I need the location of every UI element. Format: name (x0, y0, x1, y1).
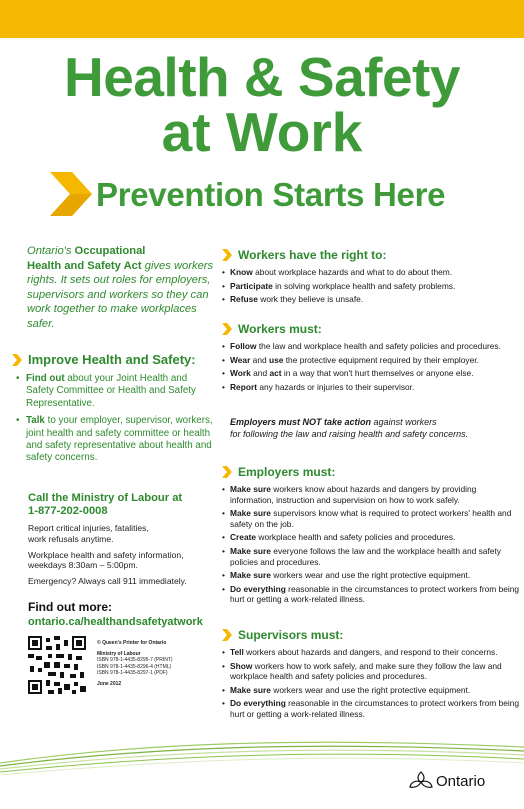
list-item: • Show workers how to work safely, and make sure they follow the law and workplace health and safety policies and procedures. (222, 661, 522, 682)
page-subtitle: Prevention Starts Here (96, 176, 446, 213)
list-item: • Do everything reasonable in the circumstances to protect workers from being hurt or getting a work-related illness. (222, 584, 522, 605)
chevron-icon (222, 466, 232, 478)
ministry-text-3: Emergency? Always call 911 immediately. (28, 576, 187, 587)
ministry-text-1: Report critical injuries, fatalities, work refusals anytime. (28, 523, 149, 544)
list-item: • Refuse work they believe is unsafe. (222, 294, 522, 305)
find-out-more (28, 600, 203, 628)
list-item: • Make sure everyone follows the law and the workplace health and safety policies and procedures. (222, 546, 522, 567)
list-item: • Make sure workers know about hazards and dangers by providing information, instruction and supervision on how to work safely. (222, 484, 522, 505)
list-item: • Work and act in a way that won't hurt themselves or anyone else. (222, 368, 522, 379)
list-item: • Make sure workers wear and use the right protective equipment. (222, 685, 522, 696)
intro-text: Ontario's Occupational Health and Safety Act gives workers rights. It sets out roles for employers, supervisors and workers so they can work together to make workplaces safer. (27, 245, 214, 330)
employer-warning: Employers must NOT take action against workers for following the law and raising health and safety concerns. (230, 417, 469, 439)
supervisors-must-heading: Supervisors must: (222, 628, 522, 642)
list-item: • Know about workplace hazards and what to do about them. (222, 267, 522, 278)
chevron-icon (222, 629, 232, 641)
ontario-logo[interactable] (408, 770, 485, 792)
list-item: • Do everything reasonable in the circumstances to protect workers from being hurt or getting a work-related illness. (222, 698, 522, 719)
ministry-contact (28, 492, 218, 587)
footer-swoosh (0, 735, 524, 775)
workers-rights-section (222, 248, 522, 308)
workers-must-section (222, 322, 522, 395)
employers-must-section (222, 465, 522, 608)
find-out-heading: Find out more: (28, 600, 112, 614)
website-link[interactable]: ontario.ca/healthandsafetyatwork (28, 616, 203, 628)
list-item: • Participate in solving workplace health and safety problems. (222, 281, 522, 292)
page-title-line1: Health & Safety (64, 46, 460, 108)
employers-must-heading: Employers must: (222, 465, 522, 479)
ministry-heading: Call the Ministry of Labour at 1-877-202-0008 (28, 492, 183, 517)
list-item: • Follow the law and workplace health and safety policies and procedures. (222, 341, 522, 352)
workers-must-heading: Workers must: (222, 322, 522, 336)
list-item: • Wear and use the protective equipment required by their employer. (222, 355, 522, 366)
improve-list (14, 373, 214, 470)
qr-code[interactable] (28, 636, 86, 694)
list-item: • Make sure supervisors know what is required to protect workers' health and safety on the job. (222, 508, 522, 529)
supervisors-must-section (222, 628, 522, 723)
list-item: • Make sure workers wear and use the right protective equipment. (222, 570, 522, 581)
logo-text: Ontario (436, 772, 486, 790)
chevron-icon (50, 170, 100, 218)
improve-heading: Improve Health and Safety: (12, 352, 196, 367)
imprint: © Queen's Printer for Ontario Ministry of Labour ISBN 978-1-4435-8295-7 (PRINT) ISBN 978-1-4435-8296-4 (HTML) ISBN 978-1-4435-8297-1 (PDF) June 2012 (97, 640, 173, 687)
chevron-icon (12, 354, 22, 366)
list-item: • Talk to your employer, supervisor, workers, joint health and safety committee or health and safety representative about health and safety concerns. (14, 415, 214, 465)
list-item: • Find out about your Joint Health and Safety Committee or Health and Safety Representative. (14, 373, 214, 410)
trillium-logo-icon (408, 770, 434, 792)
list-item: • Report any hazards or injuries to their supervisor. (222, 382, 522, 393)
ministry-text-2: Workplace health and safety information, weekdays 8:30am – 5:00pm. (28, 549, 184, 571)
list-item: • Create workplace health and safety policies and procedures. (222, 532, 522, 543)
workers-rights-heading: Workers have the right to: (222, 248, 522, 262)
list-item: • Tell workers about hazards and dangers, and respond to their concerns. (222, 647, 522, 658)
chevron-icon (222, 249, 232, 261)
page-title-line2: at Work (161, 101, 363, 163)
chevron-icon (222, 323, 232, 335)
top-banner (0, 0, 524, 38)
